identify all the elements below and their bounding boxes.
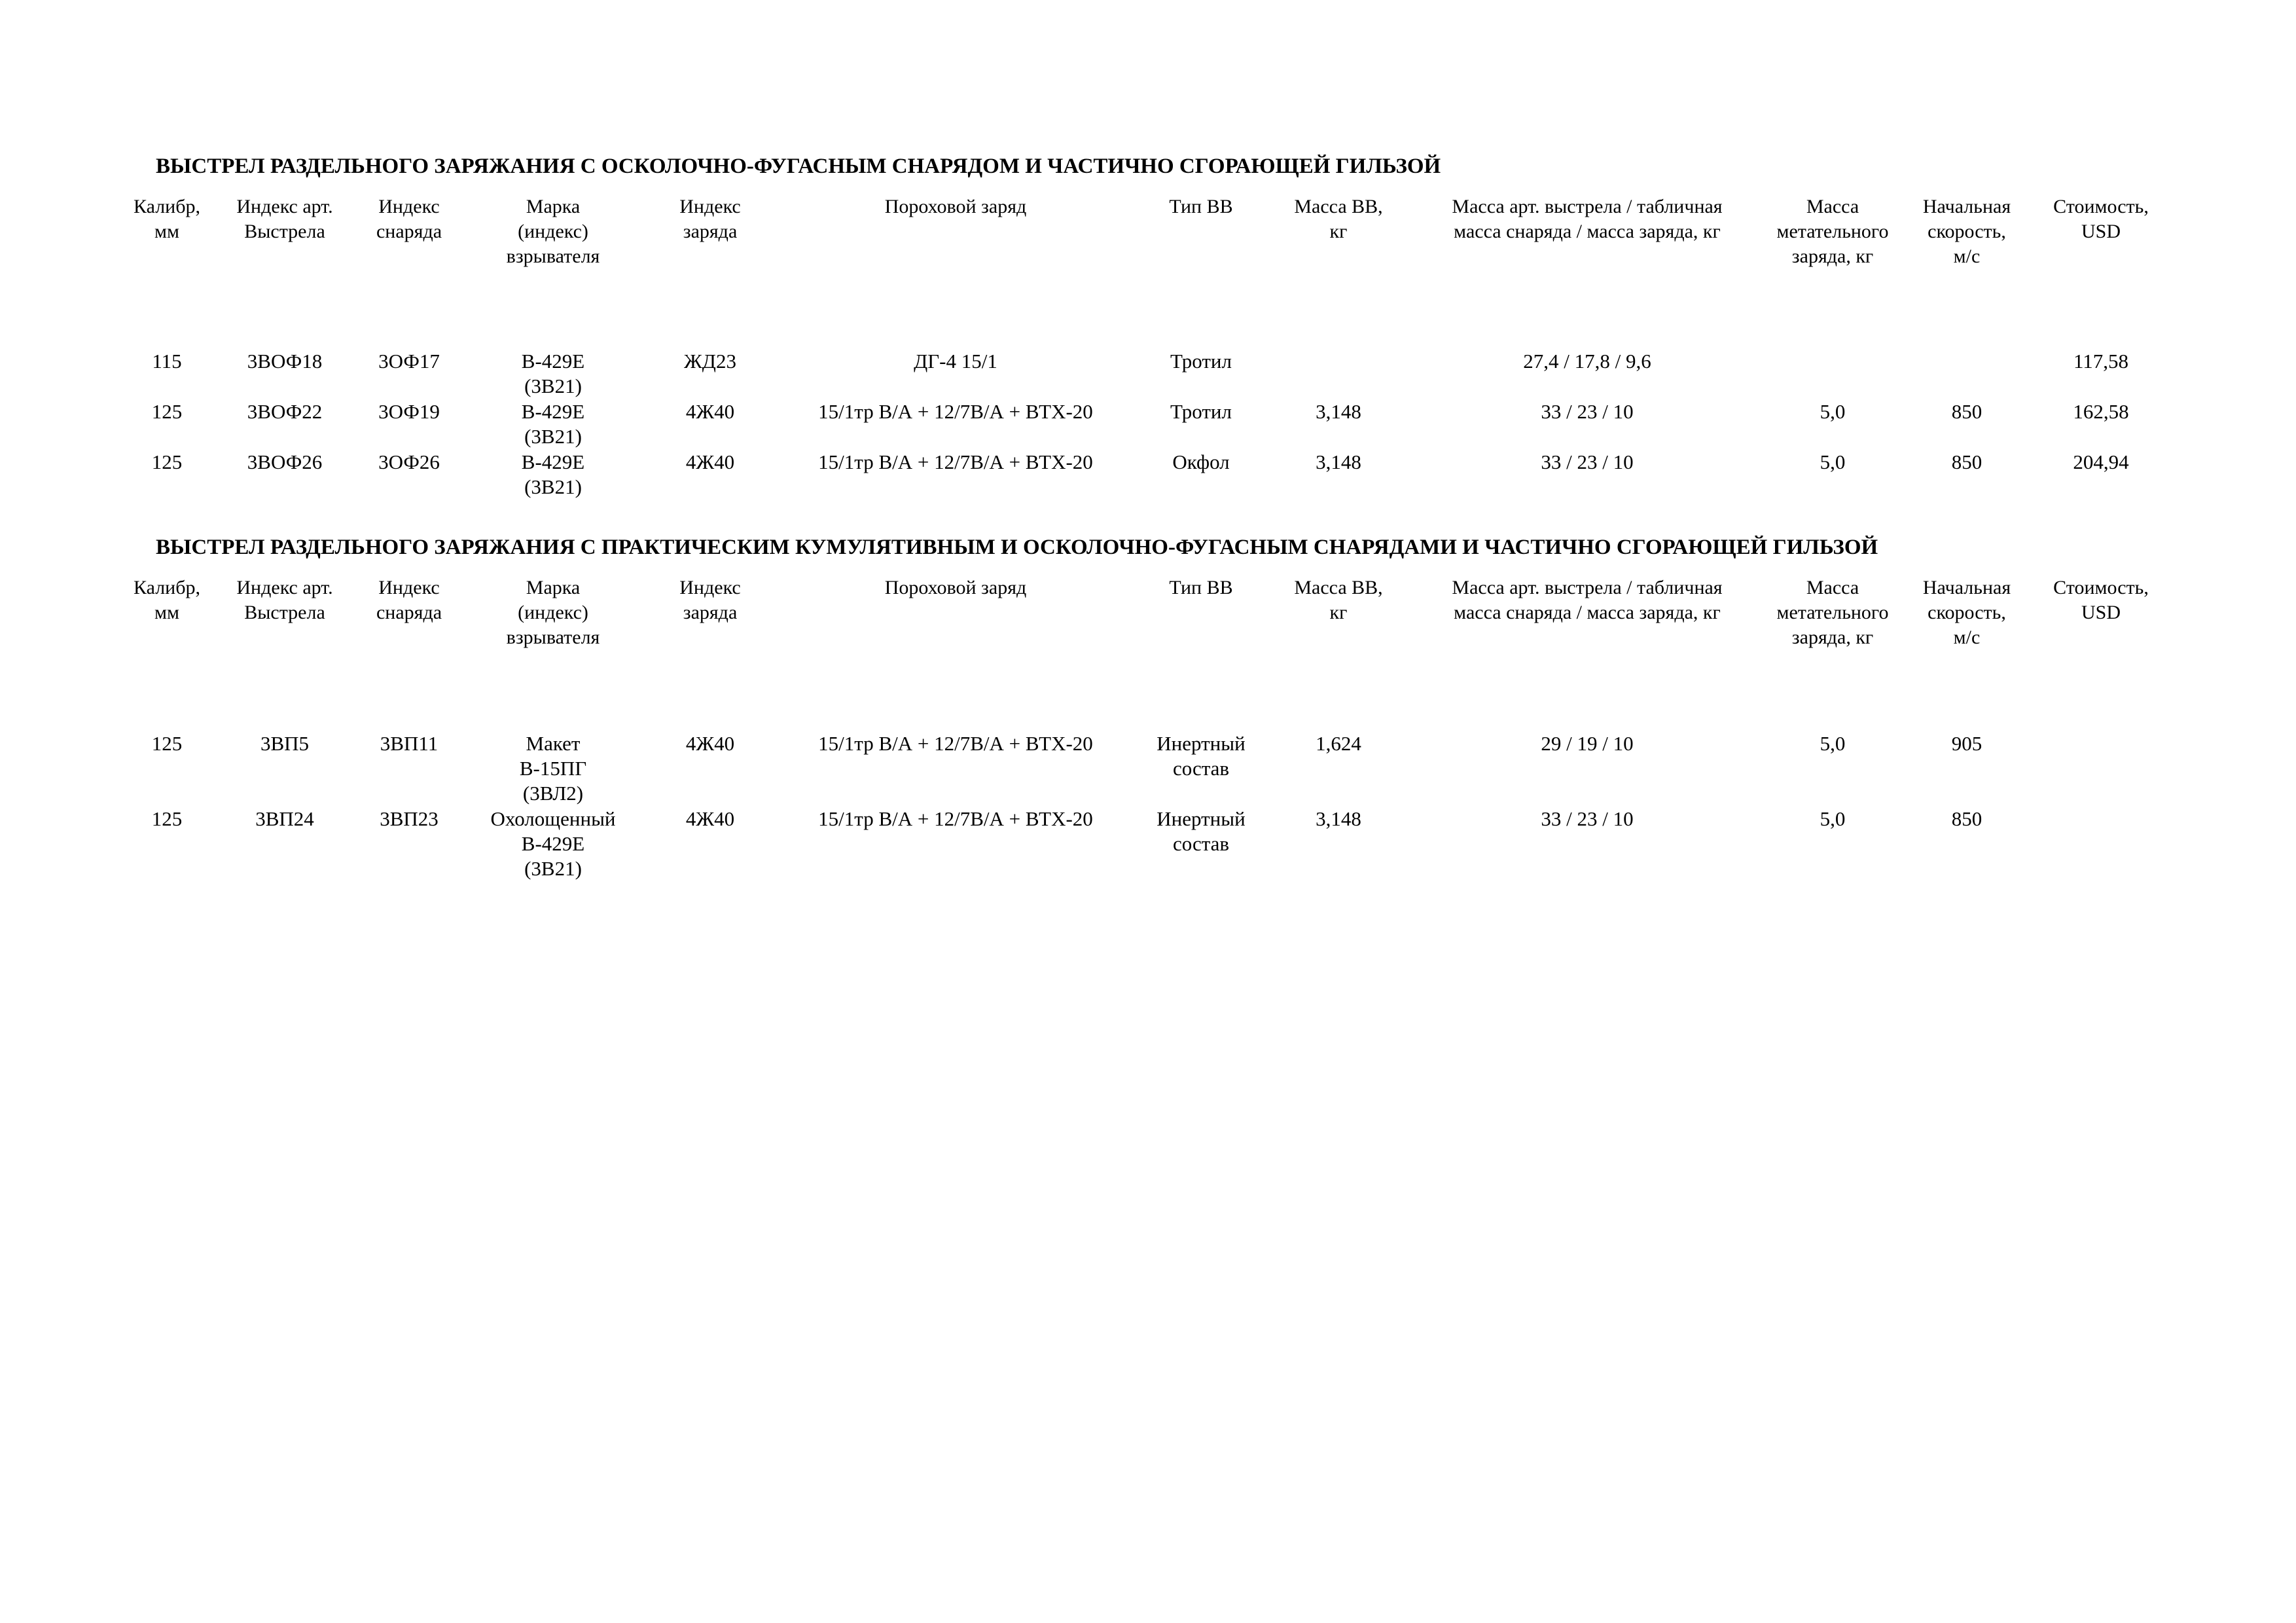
s1-r2-caliber: 125 (151, 450, 183, 473)
s1-r1-fuze: В-429Е (3В21) (521, 400, 585, 448)
s1-r1-projectile-index: 3ОФ19 (378, 400, 440, 423)
s2-r0-muzzle-velocity: 905 (1951, 732, 1982, 755)
s2-header-cost: Стоимость, USD (2053, 577, 2149, 623)
s1-r0-projectile-index: 3ОФ17 (378, 350, 440, 373)
s1-r1-caliber: 125 (151, 400, 183, 423)
s1-header-shot-index: Индекс арт. Выстрела (236, 196, 333, 242)
s1-r0-explosive-type: Тротил (1170, 350, 1232, 373)
s1-header-mass-breakdown: Масса арт. выстрела / табличная масса снаряда / масса заряда, кг (1452, 196, 1723, 242)
s2-header-projectile-index: Индекс снаряда (376, 577, 442, 623)
s1-r1-cost: 162,58 (2073, 400, 2129, 423)
section-2-title: ВЫСТРЕЛ РАЗДЕЛЬНОГО ЗАРЯЖАНИЯ С ПРАКТИЧЕСКИМ КУМУЛЯТИВНЫМ И ОСКОЛОЧНО-ФУГАСНЫМ СНАРЯДАМИ И ЧАСТИЧНО СГОРАЮЩЕЙ ГИЛЬЗОЙ (156, 536, 1878, 559)
s1-r2-mass-breakdown: 33 / 23 / 10 (1541, 450, 1634, 473)
s2-header-shot-index: Индекс арт. Выстрела (236, 577, 333, 623)
s2-r1-mass-breakdown: 33 / 23 / 10 (1541, 807, 1634, 830)
s2-header-explosive-mass: Масса ВВ, кг (1294, 577, 1383, 623)
s2-header-powder-charge: Пороховой заряд (884, 577, 1027, 598)
s1-r2-powder-charge: 15/1тр В/А + 12/7В/А + ВТХ-20 (818, 450, 1093, 473)
s1-r0-powder-charge: ДГ-4 15/1 (914, 350, 997, 373)
s2-r1-powder-charge: 15/1тр В/А + 12/7В/А + ВТХ-20 (818, 807, 1093, 830)
s1-header-projectile-index: Индекс снаряда (376, 196, 442, 242)
s1-r0-charge-index: ЖД23 (684, 350, 736, 373)
s2-r1-shot-index: 3ВП24 (255, 807, 314, 830)
s1-header-caliber: Калибр, мм (134, 196, 200, 242)
s1-r2-muzzle-velocity: 850 (1951, 450, 1982, 473)
s1-header-powder-charge: Пороховой заряд (884, 196, 1027, 217)
s1-header-muzzle-velocity: Начальная скорость, м/с (1922, 196, 2011, 267)
s2-r0-charge-index: 4Ж40 (685, 732, 735, 755)
s1-r2-explosive-mass: 3,148 (1316, 450, 1361, 473)
section-1-title: ВЫСТРЕЛ РАЗДЕЛЬНОГО ЗАРЯЖАНИЯ С ОСКОЛОЧНО-ФУГАСНЫМ СНАРЯДОМ И ЧАСТИЧНО СГОРАЮЩЕЙ ГИЛЬЗОЙ (156, 155, 1441, 178)
s1-r1-muzzle-velocity: 850 (1951, 400, 1982, 423)
s1-header-charge-index: Индекс заряда (679, 196, 741, 242)
s1-r1-charge-index: 4Ж40 (685, 400, 735, 423)
s1-r2-propellant-mass: 5,0 (1820, 450, 1846, 473)
s2-r0-projectile-index: 3ВП11 (380, 732, 439, 755)
s1-r1-propellant-mass: 5,0 (1820, 400, 1846, 423)
s2-r0-propellant-mass: 5,0 (1820, 732, 1846, 755)
s2-header-charge-index: Индекс заряда (679, 577, 741, 623)
s1-r0-shot-index: 3ВОФ18 (247, 350, 323, 373)
s2-r0-powder-charge: 15/1тр В/А + 12/7В/А + ВТХ-20 (818, 732, 1093, 755)
s1-r1-powder-charge: 15/1тр В/А + 12/7В/А + ВТХ-20 (818, 400, 1093, 423)
s1-header-propellant-mass: Масса метательного заряда, кг (1776, 196, 1889, 267)
s1-header-fuze: Марка (индекс) взрывателя (506, 196, 600, 267)
s1-header-explosive-type: Тип ВВ (1169, 196, 1233, 217)
s2-r0-mass-breakdown: 29 / 19 / 10 (1541, 732, 1634, 755)
s1-header-explosive-mass: Масса ВВ, кг (1294, 196, 1383, 242)
s2-r0-caliber: 125 (151, 732, 183, 755)
s2-header-caliber: Калибр, мм (134, 577, 200, 623)
s2-r0-shot-index: 3ВП5 (260, 732, 310, 755)
s2-header-explosive-type: Тип ВВ (1169, 577, 1233, 598)
s2-r1-muzzle-velocity: 850 (1951, 807, 1982, 830)
s2-r1-propellant-mass: 5,0 (1820, 807, 1846, 830)
s2-r0-explosive-type: Инертный состав (1157, 732, 1246, 780)
s1-r2-projectile-index: 3ОФ26 (378, 450, 440, 473)
s2-header-muzzle-velocity: Начальная скорость, м/с (1922, 577, 2011, 648)
s2-r0-explosive-mass: 1,624 (1316, 732, 1361, 755)
s1-r2-explosive-type: Окфол (1172, 450, 1230, 473)
s1-header-cost: Стоимость, USD (2053, 196, 2149, 242)
s1-r0-mass-breakdown: 27,4 / 17,8 / 9,6 (1523, 350, 1651, 373)
s2-header-fuze: Марка (индекс) взрывателя (506, 577, 600, 648)
s2-r0-fuze: Макет В-15ПГ (3ВЛ2) (519, 732, 587, 805)
s2-r1-projectile-index: 3ВП23 (380, 807, 439, 830)
s2-r1-caliber: 125 (151, 807, 183, 830)
s2-r1-explosive-type: Инертный состав (1157, 807, 1246, 855)
s2-header-mass-breakdown: Масса арт. выстрела / табличная масса снаряда / масса заряда, кг (1452, 577, 1723, 623)
s1-r1-explosive-mass: 3,148 (1316, 400, 1361, 423)
s1-r0-cost: 117,58 (2073, 350, 2129, 373)
s2-r1-fuze: Охолощенный В-429Е (3В21) (490, 807, 616, 880)
s1-r1-mass-breakdown: 33 / 23 / 10 (1541, 400, 1634, 423)
s2-header-propellant-mass: Масса метательного заряда, кг (1776, 577, 1889, 648)
s2-r1-charge-index: 4Ж40 (685, 807, 735, 830)
s1-r0-caliber: 115 (152, 350, 182, 373)
s1-r2-charge-index: 4Ж40 (685, 450, 735, 473)
s1-r2-cost: 204,94 (2073, 450, 2129, 473)
s1-r2-fuze: В-429Е (3В21) (521, 450, 585, 498)
s1-r2-shot-index: 3ВОФ26 (247, 450, 323, 473)
s2-r1-explosive-mass: 3,148 (1316, 807, 1361, 830)
s1-r1-explosive-type: Тротил (1170, 400, 1232, 423)
s1-r0-fuze: В-429Е (3В21) (521, 350, 585, 397)
s1-r1-shot-index: 3ВОФ22 (247, 400, 323, 423)
